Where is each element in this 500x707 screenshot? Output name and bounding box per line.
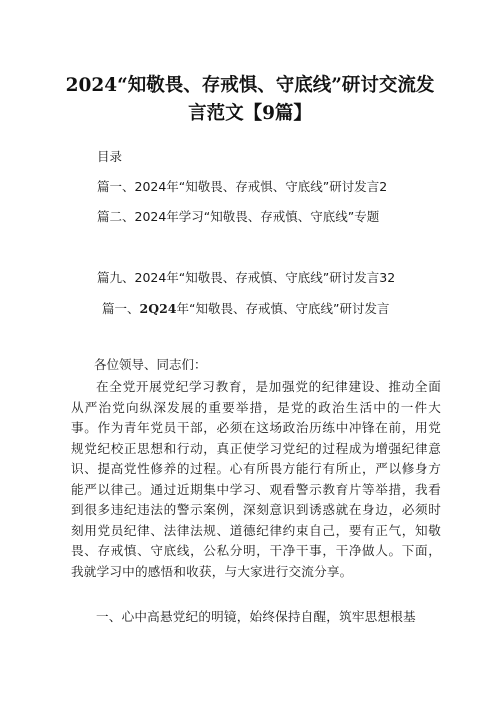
document-title: 2024“知敬畏、存戒惧、守底线”研讨交流发言范文【9篇】 <box>65 75 435 124</box>
body-paragraph: 在全党开展党纪学习教育，是加强党的纪律建设、推动全面从严治党向纵深发展的重要举措，是党的政治生活中的一件大事。作为青年党员干部，必须在这场政治历练中冲锋在前，用党规党纪校正思想和行动，真正使学习党纪的过程成为增强纪律意识、提高党性修养的过程。心有所畏方能行有所止，严以修身方能严以律己。通过近期集中学习、观看警示教育片等举措，我看到很多违纪违法的警示案例，深刻意识到诱惑就在身边，必须时刻用党员纪律、法律法规、道德纪律约束自己，要有正气，知敬畏、存戒慎、守底线，公私分明，干净干事，干净做人。下面，我就学习中的感悟和收获，与大家进行交流分享。 <box>71 379 441 579</box>
toc-item-9[interactable]: 篇九、2024年“知敬畏、存戒慎、守底线”研讨发言32 <box>97 270 396 285</box>
section-prefix: 篇一、 <box>102 301 140 316</box>
section-heading <box>102 300 389 318</box>
toc-item-1[interactable]: 篇一、2024年“知敬畏、存戒惧、守底线”研讨发言2 <box>97 179 388 194</box>
section-year: 2Q24 <box>139 301 177 316</box>
toc-item-2[interactable]: 篇二、2024年学习“知敬畏、存戒慎、守底线”专题 <box>97 209 380 224</box>
section-title-rest: 年“知敬畏、存戒慎、守底线”研讨发言 <box>176 301 390 316</box>
subheading-paragraph: 一、心中高悬党纪的明镜，始终保持自醒，筑牢思想根基 <box>96 609 416 624</box>
salutation: 各位领导、同志们： <box>94 357 207 372</box>
toc-heading: 目录 <box>97 149 123 164</box>
